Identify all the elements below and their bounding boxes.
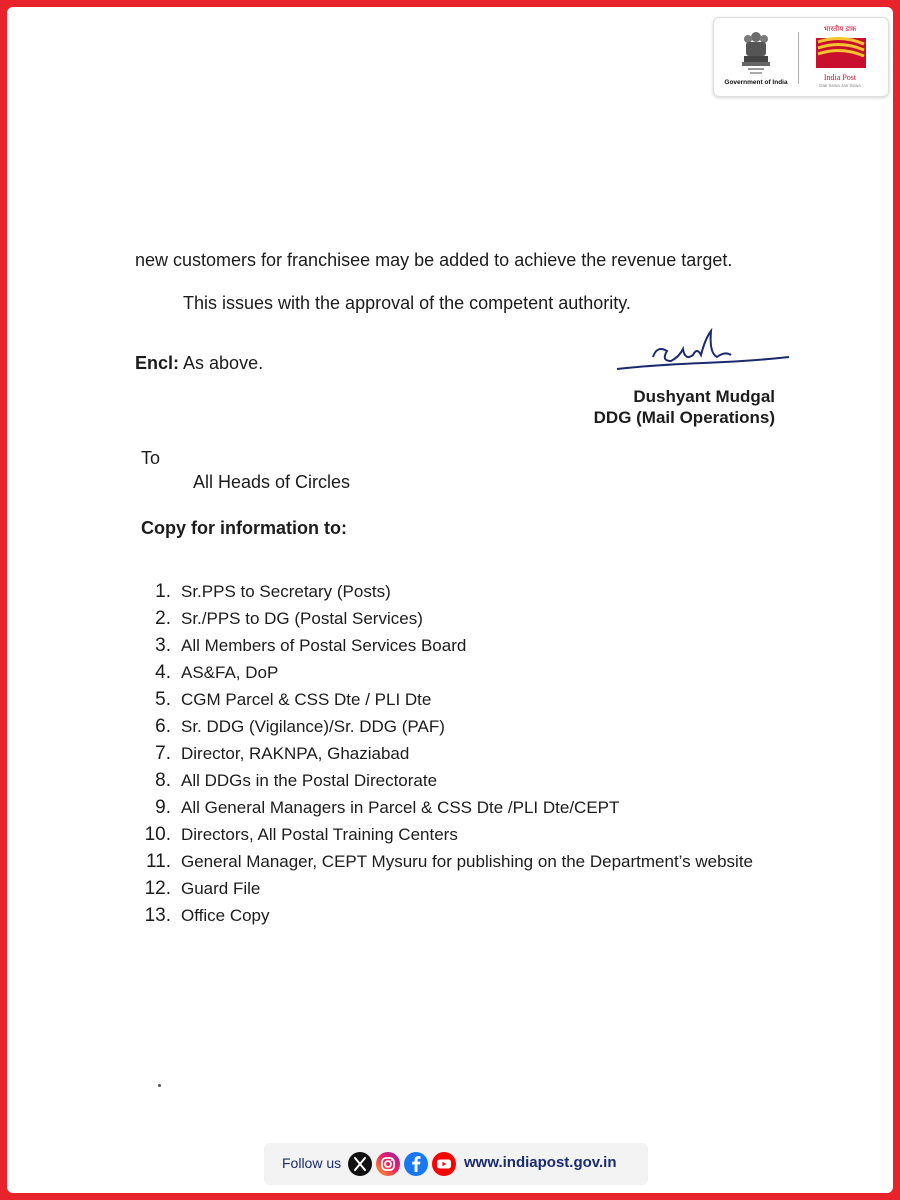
list-item	[135, 686, 753, 713]
list-text: Sr./PPS to DG (Postal Services)	[181, 609, 423, 628]
list-item	[135, 767, 753, 794]
paragraph-approval: This issues with the approval of the competent authority.	[183, 293, 631, 313]
list-text: All General Managers in Parcel & CSS Dte /PLI Dte/CEPT	[181, 798, 620, 817]
to-addressee: All Heads of Circles	[193, 472, 351, 492]
india-post-hindi-label: भारतीय डाक	[823, 25, 857, 33]
list-text: Director, RAKNPA, Ghaziabad	[181, 744, 410, 763]
list-item	[135, 713, 753, 740]
list-text: Sr. DDG (Vigilance)/Sr. DDG (PAF)	[181, 717, 445, 736]
enclosure-label: Encl:	[135, 353, 180, 373]
list-number: 10.	[144, 824, 171, 845]
list-text: General Manager, CEPT Mysuru for publishing on the Department’s website	[181, 852, 753, 871]
india-post-tagline: Dak Sewa Jan Sewa	[819, 83, 861, 88]
list-item	[135, 902, 753, 929]
list-item	[135, 821, 753, 848]
list-text: CGM Parcel & CSS Dte / PLI Dte	[181, 690, 432, 709]
list-text: All Members of Postal Services Board	[181, 636, 467, 655]
document-sheet	[7, 7, 893, 1193]
national-emblem-icon	[734, 28, 778, 78]
facebook-icon[interactable]	[404, 1152, 428, 1176]
enclosure-value: As above.	[183, 353, 264, 373]
list-number: 13.	[144, 905, 171, 926]
list-number: 9.	[155, 797, 171, 818]
list-item	[135, 848, 753, 875]
list-number: 12.	[144, 878, 171, 899]
list-item	[135, 794, 753, 821]
list-number: 5.	[155, 689, 171, 710]
list-item	[135, 875, 753, 902]
copy-list	[135, 578, 753, 929]
list-number: 4.	[155, 662, 171, 683]
logo-card	[713, 17, 889, 97]
list-text: Office Copy	[181, 906, 270, 925]
list-item	[135, 578, 753, 605]
list-text: Guard File	[181, 879, 261, 898]
to-label: To	[141, 448, 161, 468]
list-text: Sr.PPS to Secretary (Posts)	[181, 582, 391, 601]
india-post-logo-icon	[814, 36, 868, 70]
list-text: All DDGs in the Postal Directorate	[181, 771, 438, 790]
x-icon[interactable]	[348, 1152, 372, 1176]
list-number: 3.	[155, 635, 171, 656]
list-number: 7.	[155, 743, 171, 764]
list-text: AS&FA, DoP	[181, 663, 279, 682]
follow-us-label: Follow us	[282, 1155, 342, 1171]
enclosure-line	[135, 353, 263, 374]
signatory-name: Dushyant Mudgal	[633, 387, 775, 406]
list-number: 8.	[155, 770, 171, 791]
scan-speck	[158, 1084, 161, 1087]
list-text: Directors, All Postal Training Centers	[181, 825, 458, 844]
list-item	[135, 659, 753, 686]
list-number: 2.	[155, 608, 171, 629]
list-item	[135, 605, 753, 632]
list-item	[135, 632, 753, 659]
signatory-designation: DDG (Mail Operations)	[593, 408, 775, 427]
handwritten-signature	[613, 327, 793, 381]
paragraph-revenue-target: new customers for franchisee may be added to achieve the revenue target.	[135, 250, 733, 270]
list-number: 6.	[155, 716, 171, 737]
website-link[interactable]: www.indiapost.gov.in	[464, 1154, 617, 1171]
footer-bar	[264, 1143, 648, 1185]
india-post-label: India Post	[823, 73, 857, 82]
government-of-india-label: Government of India	[724, 79, 788, 86]
copy-heading: Copy for information to:	[141, 518, 347, 538]
youtube-icon[interactable]	[432, 1152, 456, 1176]
logo-divider	[798, 32, 799, 84]
list-item	[135, 740, 753, 767]
list-number: 11.	[145, 851, 171, 872]
instagram-icon[interactable]	[376, 1152, 400, 1176]
list-number: 1.	[155, 581, 171, 602]
